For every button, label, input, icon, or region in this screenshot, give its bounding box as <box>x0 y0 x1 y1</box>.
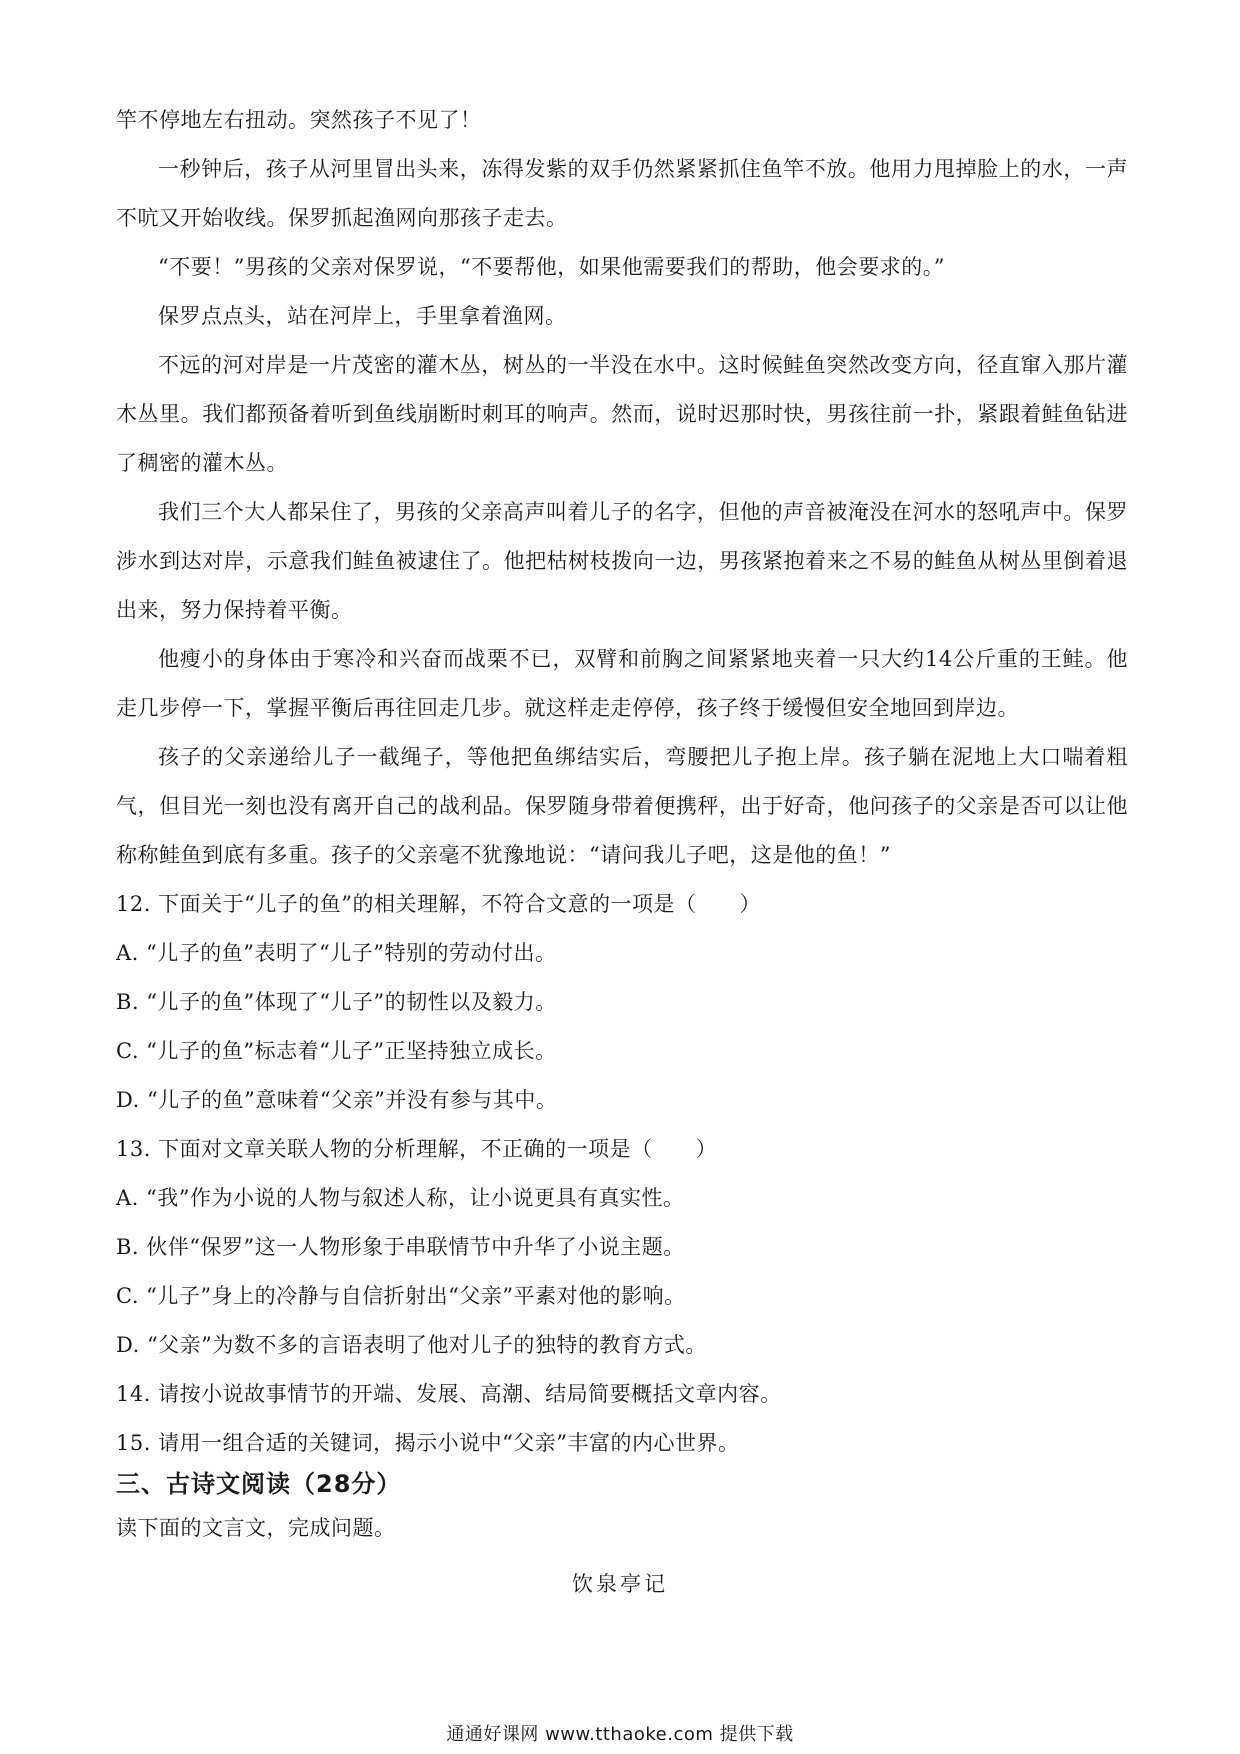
story-paragraph-5: 不远的河对岸是一片茂密的灌木丛，树丛的一半没在水中。这时候鲑鱼突然改变方向，径直窜入那片灌木丛里。我们都预备着听到鱼线崩断时刺耳的响声。然而，说时迟那时快，男孩往前一扑，紧跟着鲑鱼钻进了稠密的灌木丛。 <box>116 353 1128 475</box>
story-paragraph-8: 孩子的父亲递给儿子一截绳子，等他把鱼绑结实后，弯腰把儿子抱上岸。孩子躺在泥地上大口喘着粗气，但目光一刻也没有离开自己的战利品。保罗随身带着便携秤，出于好奇，他问孩子的父亲是否可以让他称称鲑鱼到底有多重。孩子的父亲毫不犹豫地说：“请问我儿子吧，这是他的鱼！” <box>116 745 1128 867</box>
question-14-stem: 14. 请按小说故事情节的开端、发展、高潮、结局简要概括文章内容。 <box>116 1382 782 1406</box>
section-title: 三、古诗文阅读（28分） <box>116 1470 402 1498</box>
story-paragraph-6: 我们三个大人都呆住了，男孩的父亲高声叫着儿子的名字，但他的声音被淹没在河水的怒吼声中。保罗涉水到达对岸，示意我们鲑鱼被逮住了。他把枯树枝拨向一边，男孩紧抱着来之不易的鲑鱼从树丛里倒着退出来，努力保持着平衡。 <box>116 500 1128 622</box>
section-instruction: 读下面的文言文，完成问题。 <box>116 1516 396 1540</box>
question-13-option-a: A. “我”作为小说的人物与叙述人称，让小说更具有真实性。 <box>116 1186 685 1210</box>
story-text <box>116 96 1128 1468</box>
question-12-stem: 12. 下面关于“儿子的鱼”的相关理解，不符合文意的一项是（ ） <box>116 892 762 916</box>
question-12-option-d: D. “儿子的鱼”意味着“父亲”并没有参与其中。 <box>116 1088 558 1112</box>
story-paragraph-2: 一秒钟后，孩子从河里冒出头来，冻得发紫的双手仍然紧紧抓住鱼竿不放。他用力甩掉脸上的水，一声不吭又开始收线。保罗抓起渔网向那孩子走去。 <box>116 157 1128 230</box>
story-paragraph-3: “不要！”男孩的父亲对保罗说，“不要帮他，如果他需要我们的帮助，他会要求的。” <box>158 255 945 279</box>
question-12-option-b: B. “儿子的鱼”体现了“儿子”的韧性以及毅力。 <box>116 990 557 1014</box>
question-13-option-b: B. 伙伴“保罗”这一人物形象于串联情节中升华了小说主题。 <box>116 1235 685 1259</box>
story-paragraph-1: 竿不停地左右扭动。突然孩子不见了！ <box>116 108 482 132</box>
question-13-option-d: D. “父亲”为数不多的言语表明了他对儿子的独特的教育方式。 <box>116 1333 707 1357</box>
classical-text-title: 饮泉亭记 <box>572 1572 668 1596</box>
story-paragraph-7: 他瘦小的身体由于寒冷和兴奋而战栗不已，双臂和前胸之间紧紧地夹着一只大约14公斤重的王鲑。他走几步停一下，掌握平衡后再往回走几步。就这样走走停停，孩子终于缓慢但安全地回到岸边。 <box>116 647 1128 720</box>
question-12-option-c: C. “儿子的鱼”标志着“儿子”正坚持独立成长。 <box>116 1039 557 1063</box>
story-paragraph-4: 保罗点点头，站在河岸上，手里拿着渔网。 <box>158 304 567 328</box>
question-15-stem: 15. 请用一组合适的关键词，揭示小说中“父亲”丰富的内心世界。 <box>116 1431 740 1455</box>
question-13-stem: 13. 下面对文章关联人物的分析理解，不正确的一项是（ ） <box>116 1137 718 1161</box>
page-footer: 通通好课网 www.tthaoke.com 提供下载 <box>446 1724 794 1745</box>
question-12-option-a: A. “儿子的鱼”表明了“儿子”特别的劳动付出。 <box>116 941 557 965</box>
question-13-option-c: C. “儿子”身上的冷静与自信折射出“父亲”平素对他的影响。 <box>116 1284 686 1308</box>
